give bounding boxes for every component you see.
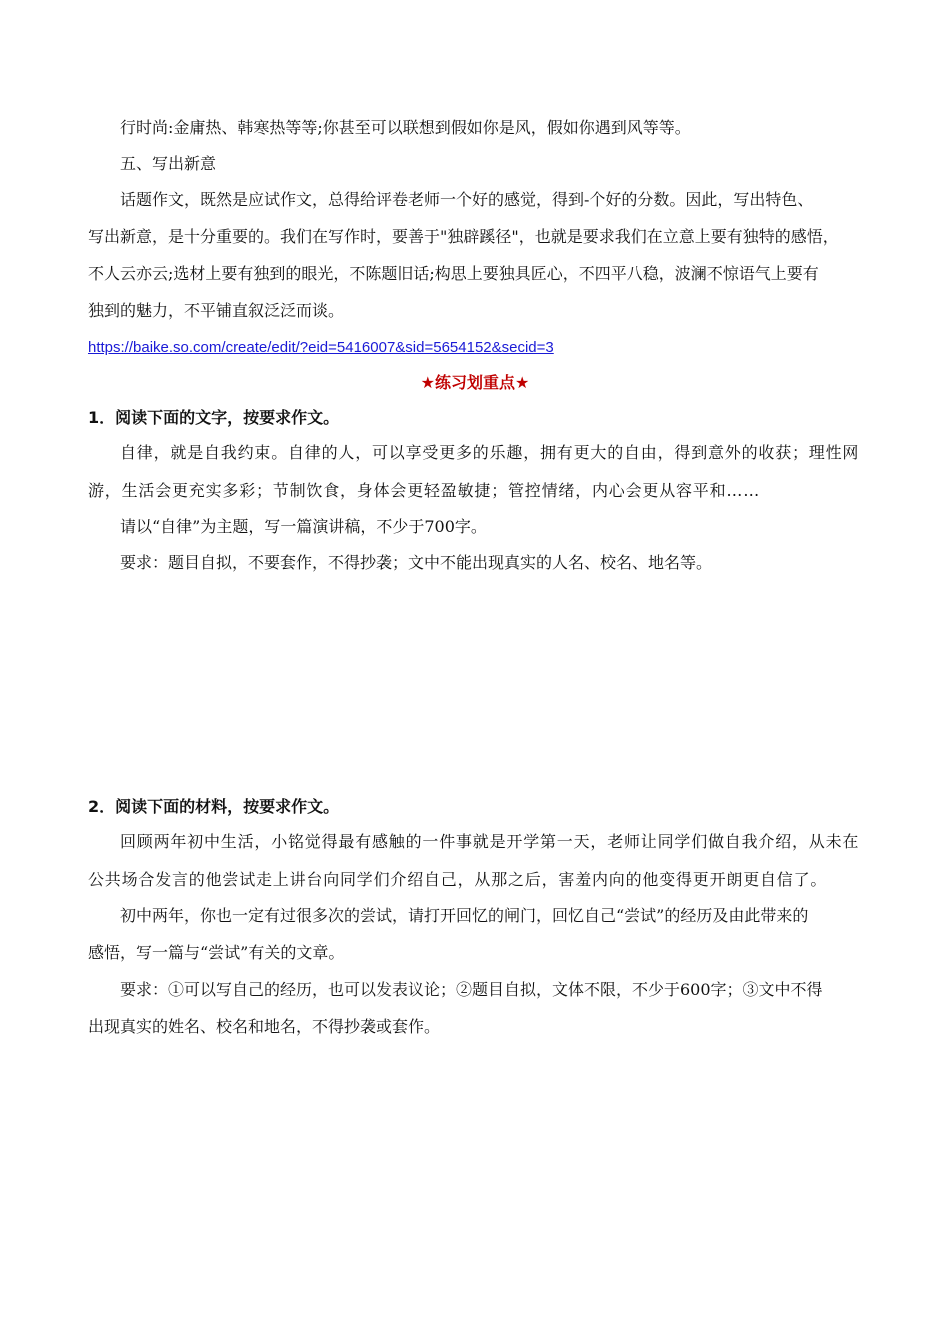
question-1-line: 请以“自律”为主题，写一篇演讲稿，不少于700字。 xyxy=(120,517,487,536)
question-2-title: 2．阅读下面的材料，按要求作文。 xyxy=(88,797,340,816)
question-2-line: 要求：①可以写自己的经历，也可以发表议论；②题目自拟，文体不限，不少于600字；③文中不得 xyxy=(120,980,823,999)
question-1-title: 1．阅读下面的文字，按要求作文。 xyxy=(88,408,340,427)
question-2-line: 感悟，写一篇与“尝试”有关的文章。 xyxy=(88,943,345,962)
question-2-line: 回顾两年初中生活，小铭觉得最有感触的一件事就是开学第一天，老师让同学们做自我介绍，从未在 xyxy=(120,832,860,851)
question-1-line: 要求：题目自拟，不要套作，不得抄袭；文中不能出现真实的人名、校名、地名等。 xyxy=(120,553,713,572)
paragraph-line: 独到的魅力，不平铺直叙泛泛而谈。 xyxy=(88,301,345,320)
question-2-line: 出现真实的姓名、校名和地名，不得抄袭或套作。 xyxy=(88,1017,441,1036)
paragraph-line: 写出新意，是十分重要的。我们在写作时，要善于"独辟蹊径"，也就是要求我们在立意上要有独特的感悟， xyxy=(88,227,839,246)
question-2-line: 初中两年，你也一定有过很多次的尝试，请打开回忆的闸门，回忆自己“尝试”的经历及由此带来的 xyxy=(120,906,809,925)
practice-title: ★练习划重点★ xyxy=(420,373,530,392)
text-line: 行时尚:金庸热、韩寒热等等;你甚至可以联想到假如你是风，假如你遇到风等等。 xyxy=(120,118,691,137)
paragraph-line: 不人云亦云;选材上要有独到的眼光，不陈题旧话;构思上要独具匠心，不四平八稳，波澜不惊语气上要有 xyxy=(88,264,819,283)
question-1-line: 自律，就是自我约束。自律的人，可以享受更多的乐趣，拥有更大的自由，得到意外的收获；理性网 xyxy=(120,443,860,462)
source-link[interactable]: https://baike.so.com/create/edit/?eid=5416007&sid=5654152&secid=3 xyxy=(88,339,554,356)
question-2-line: 公共场合发言的他尝试走上讲台向同学们介绍自己，从那之后，害羞内向的他变得更开朗更自信了。 xyxy=(88,870,828,889)
question-1-line: 游，生活会更充实多彩；节制饮食，身体会更轻盈敏捷；管控情绪，内心会更从容平和…… xyxy=(88,481,761,500)
paragraph-line: 话题作文，既然是应试作文，总得给评卷老师一个好的感觉，得到-个好的分数。因此，写出特色、 xyxy=(120,190,814,209)
section-heading: 五、写出新意 xyxy=(120,154,217,173)
